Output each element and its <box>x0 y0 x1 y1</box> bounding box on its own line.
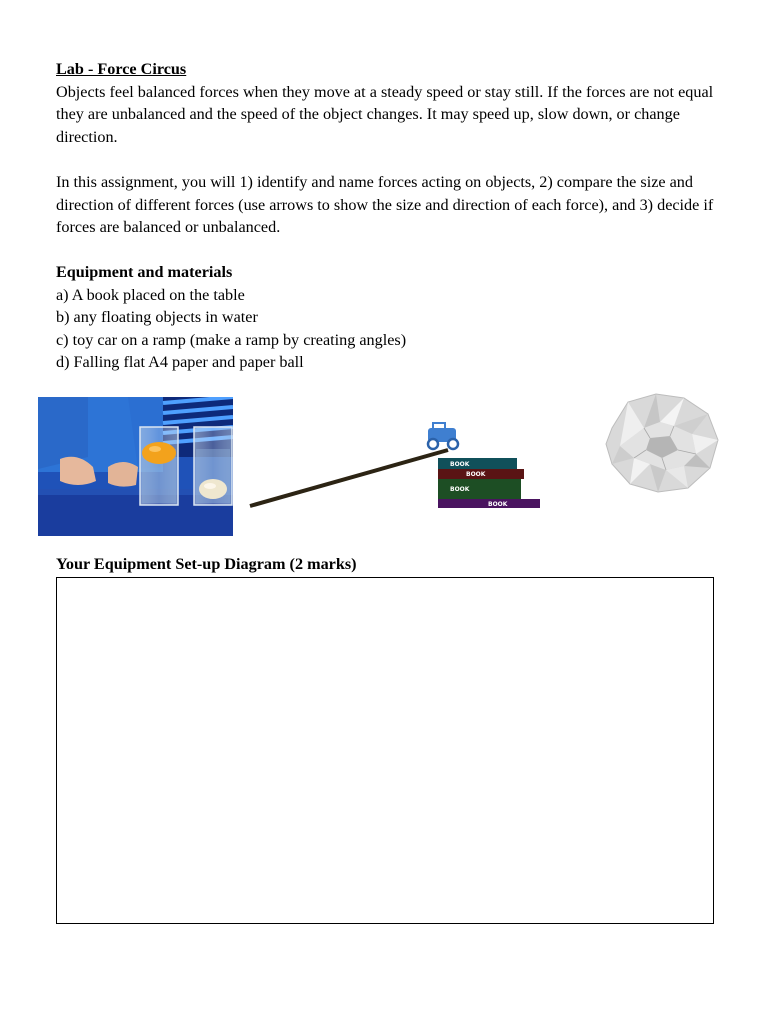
svg-text:BOOK: BOOK <box>450 461 470 468</box>
equipment-item-c: c) toy car on a ramp (make a ramp by creating angles) <box>56 330 407 349</box>
intro-section <box>56 58 716 148</box>
floating-objects-photo <box>38 397 233 536</box>
assignment-section <box>56 171 716 239</box>
equipment-section <box>56 261 716 374</box>
lab-title: Lab - Force Circus <box>56 60 187 78</box>
equipment-item-a: a) A book placed on the table <box>56 285 245 304</box>
assignment-paragraph: In this assignment, you will 1) identify and name forces acting on objects, 2) compare the size and direction of different forces (use arrows to show the size and direction of each force), and 3) decide if forces are balanced or unbalanced. <box>56 173 714 236</box>
equipment-item-b: b) any floating objects in water <box>56 308 258 326</box>
paper-ball-photo <box>600 388 722 496</box>
diagram-drawing-area[interactable] <box>56 577 714 924</box>
svg-text:BOOK: BOOK <box>466 471 486 478</box>
equipment-item-d: d) Falling flat A4 paper and paper ball <box>56 353 304 371</box>
equipment-heading: Equipment and materials <box>56 263 233 281</box>
ramp-illustration <box>246 420 542 512</box>
intro-paragraph: Objects feel balanced forces when they move at a steady speed or stay still. If the forces are not equal they are unbalanced and the speed of the object changes. It may speed up, slow down, or change direction. <box>56 82 714 146</box>
book-stack <box>438 458 540 508</box>
diagram-heading: Your Equipment Set-up Diagram (2 marks) <box>56 555 357 573</box>
svg-text:BOOK: BOOK <box>450 486 470 493</box>
toy-car-icon <box>428 423 458 449</box>
svg-text:BOOK: BOOK <box>488 501 508 508</box>
